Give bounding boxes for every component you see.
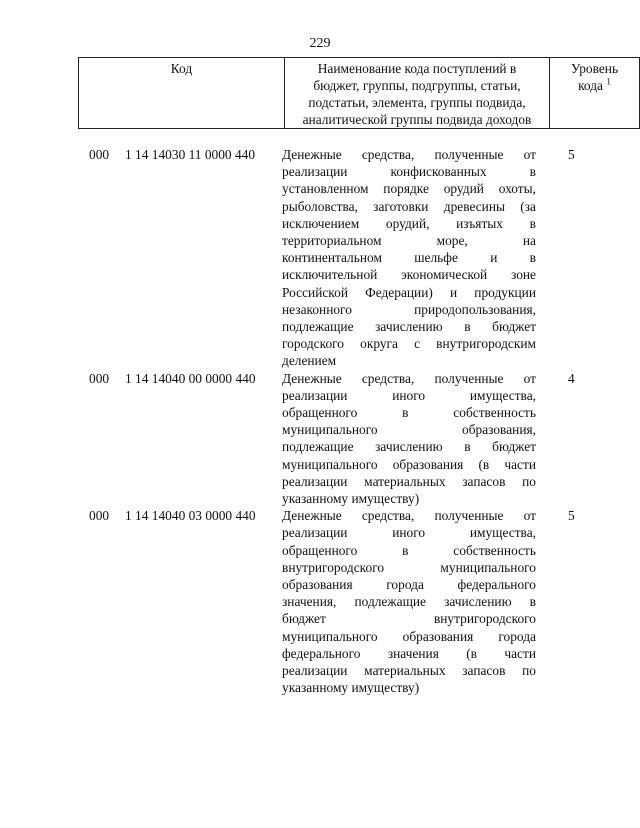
row-description-line: обращенного в собственность [282, 405, 536, 421]
row-description [282, 507, 536, 696]
row-description-line: муниципального образования, [282, 422, 536, 438]
row-description-line: Российской Федерации) и продукции [282, 284, 536, 300]
row-description-line: реализации материальных запасов по [282, 473, 536, 489]
row-description-line: подлежащие зачислению в бюджет [282, 319, 536, 335]
header-code-cell [79, 58, 285, 129]
table-row [0, 370, 640, 508]
row-level: 5 [568, 147, 575, 162]
row-description-line: значения, подлежащие зачислению в [282, 594, 536, 610]
row-code-prefix: 000 [89, 147, 110, 162]
row-description-line: реализации иного имущества, [282, 387, 536, 403]
header-name-line: аналитической группы подвида доходов [302, 112, 532, 127]
table-body [0, 146, 640, 697]
row-description-line: указанному имуществу) [282, 491, 420, 507]
table-row [0, 146, 640, 370]
header-level-line: Уровень [570, 61, 619, 76]
row-level: 5 [568, 508, 575, 524]
row-level: 4 [568, 370, 575, 386]
row-description [282, 370, 536, 508]
row-description-line: указанному имуществу) [282, 680, 420, 696]
row-description-line: реализации материальных запасов по [282, 663, 536, 679]
row-code: 1 14 14040 00 0000 440 [125, 370, 256, 386]
header-name-line: подстатьи, элемента, группы подвида, [308, 95, 526, 110]
row-description-line: подлежащие зачислению в бюджет [282, 439, 536, 455]
table-row [0, 507, 640, 696]
row-description-line: исключительной экономической зоне [282, 267, 536, 283]
row-code-prefix: 000 [89, 508, 110, 524]
row-description-line: обращенного в собственность [282, 542, 536, 558]
row-description-line: исключением орудий, изъятых в [282, 215, 536, 231]
row-description-line: Денежные средства, полученные от [282, 508, 536, 524]
row-description-line: федерального значения (в части [282, 645, 536, 661]
row-description-line: континентальном шельфе и в [282, 250, 536, 266]
header-code-label: Код [170, 61, 193, 76]
header-level-cell [550, 58, 640, 129]
row-description-line: незаконного природопользования, [282, 301, 536, 317]
row-description-line: реализации конфискованных в [282, 164, 536, 180]
header-name-line: Наименование кода поступлений в [317, 61, 517, 76]
footnote-marker: 1 [606, 76, 611, 87]
header-name-line: бюджет, группы, подгруппы, статьи, [313, 78, 521, 93]
row-description-line: рыболовства, заготовки древесины (за [282, 198, 536, 214]
row-description-line: бюджет внутригородского [282, 611, 536, 627]
table-header [78, 57, 640, 129]
row-description-line: установленном порядке орудий охоты, [282, 181, 536, 197]
row-code-prefix: 000 [89, 370, 110, 386]
row-description [282, 146, 536, 370]
header-level-line: кода [578, 78, 604, 93]
row-description-line: внутригородского муниципального [282, 559, 536, 575]
row-description-line: муниципального образования (в части [282, 456, 536, 472]
row-description-line: городского округа с внутригородским [282, 336, 536, 352]
row-description-line: реализации иного имущества, [282, 525, 536, 541]
header-name-cell [285, 58, 550, 129]
row-description-line: территориальном море, на [282, 233, 536, 249]
row-description-line: делением [282, 353, 337, 369]
row-description-line: Денежные средства, полученные от [282, 147, 536, 162]
row-code: 1 14 14040 03 0000 440 [125, 508, 256, 524]
row-description-line: муниципального образования города [282, 628, 536, 644]
row-code: 1 14 14030 11 0000 440 [125, 147, 256, 162]
page-number: 229 [309, 36, 331, 51]
row-description-line: Денежные средства, полученные от [282, 370, 536, 386]
row-description-line: образования города федерального [282, 577, 536, 593]
